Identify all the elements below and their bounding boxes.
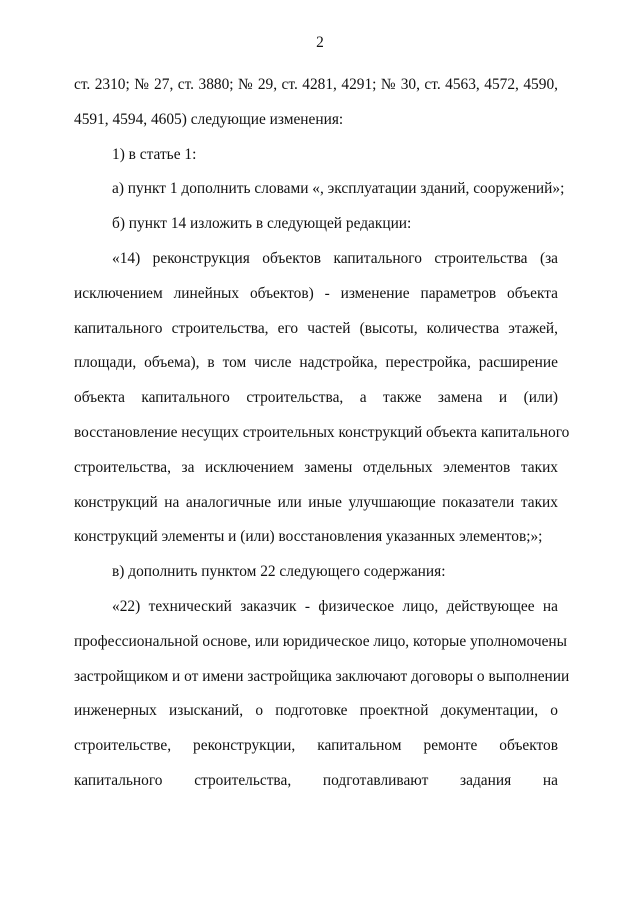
text-line: строительства, за исключением замены отдельных элементов таких: [74, 459, 558, 476]
text-line: застройщиком и от имени застройщика заключают договоры о выполнении: [74, 668, 570, 685]
text-line: профессиональной основе, или юридическое лицо, которые уполномочены: [74, 633, 568, 650]
text-line: «22) технический заказчик - физическое лицо, действующее на: [112, 598, 558, 615]
text-line: объекта капитального строительства, а также замена и (или): [74, 389, 558, 406]
text-line: а) пункт 1 дополнить словами «, эксплуатации зданий, сооружений»;: [112, 180, 565, 197]
text-line: восстановление несущих строительных конструкций объекта капитального: [74, 424, 570, 441]
text-line: конструкций элементы и (или) восстановления указанных элементов;»;: [74, 528, 543, 545]
text-line: конструкций на аналогичные или иные улучшающие показатели таких: [74, 494, 558, 511]
text-line: инженерных изысканий, о подготовке проектной документации, о: [74, 702, 558, 719]
text-line: 1) в статье 1:: [112, 146, 197, 163]
text-line: капитального строительства, подготавливают задания на: [74, 772, 558, 789]
text-line: исключением линейных объектов) - изменение параметров объекта: [74, 285, 558, 302]
text-line: площади, объема), в том числе надстройка, перестройка, расширение: [74, 354, 558, 371]
text-line: строительстве, реконструкции, капитальном ремонте объектов: [74, 737, 558, 754]
text-line: 4591, 4594, 4605) следующие изменения:: [74, 111, 344, 128]
page-number: 2: [316, 34, 324, 51]
text-line: б) пункт 14 изложить в следующей редакции:: [112, 215, 412, 232]
text-line: в) дополнить пунктом 22 следующего содержания:: [112, 563, 446, 580]
text-line: ст. 2310; № 27, ст. 3880; № 29, ст. 4281, 4291; № 30, ст. 4563, 4572, 4590,: [74, 76, 558, 93]
text-line: «14) реконструкция объектов капитального строительства (за: [112, 250, 558, 267]
text-line: капитального строительства, его частей (высоты, количества этажей,: [74, 320, 558, 337]
